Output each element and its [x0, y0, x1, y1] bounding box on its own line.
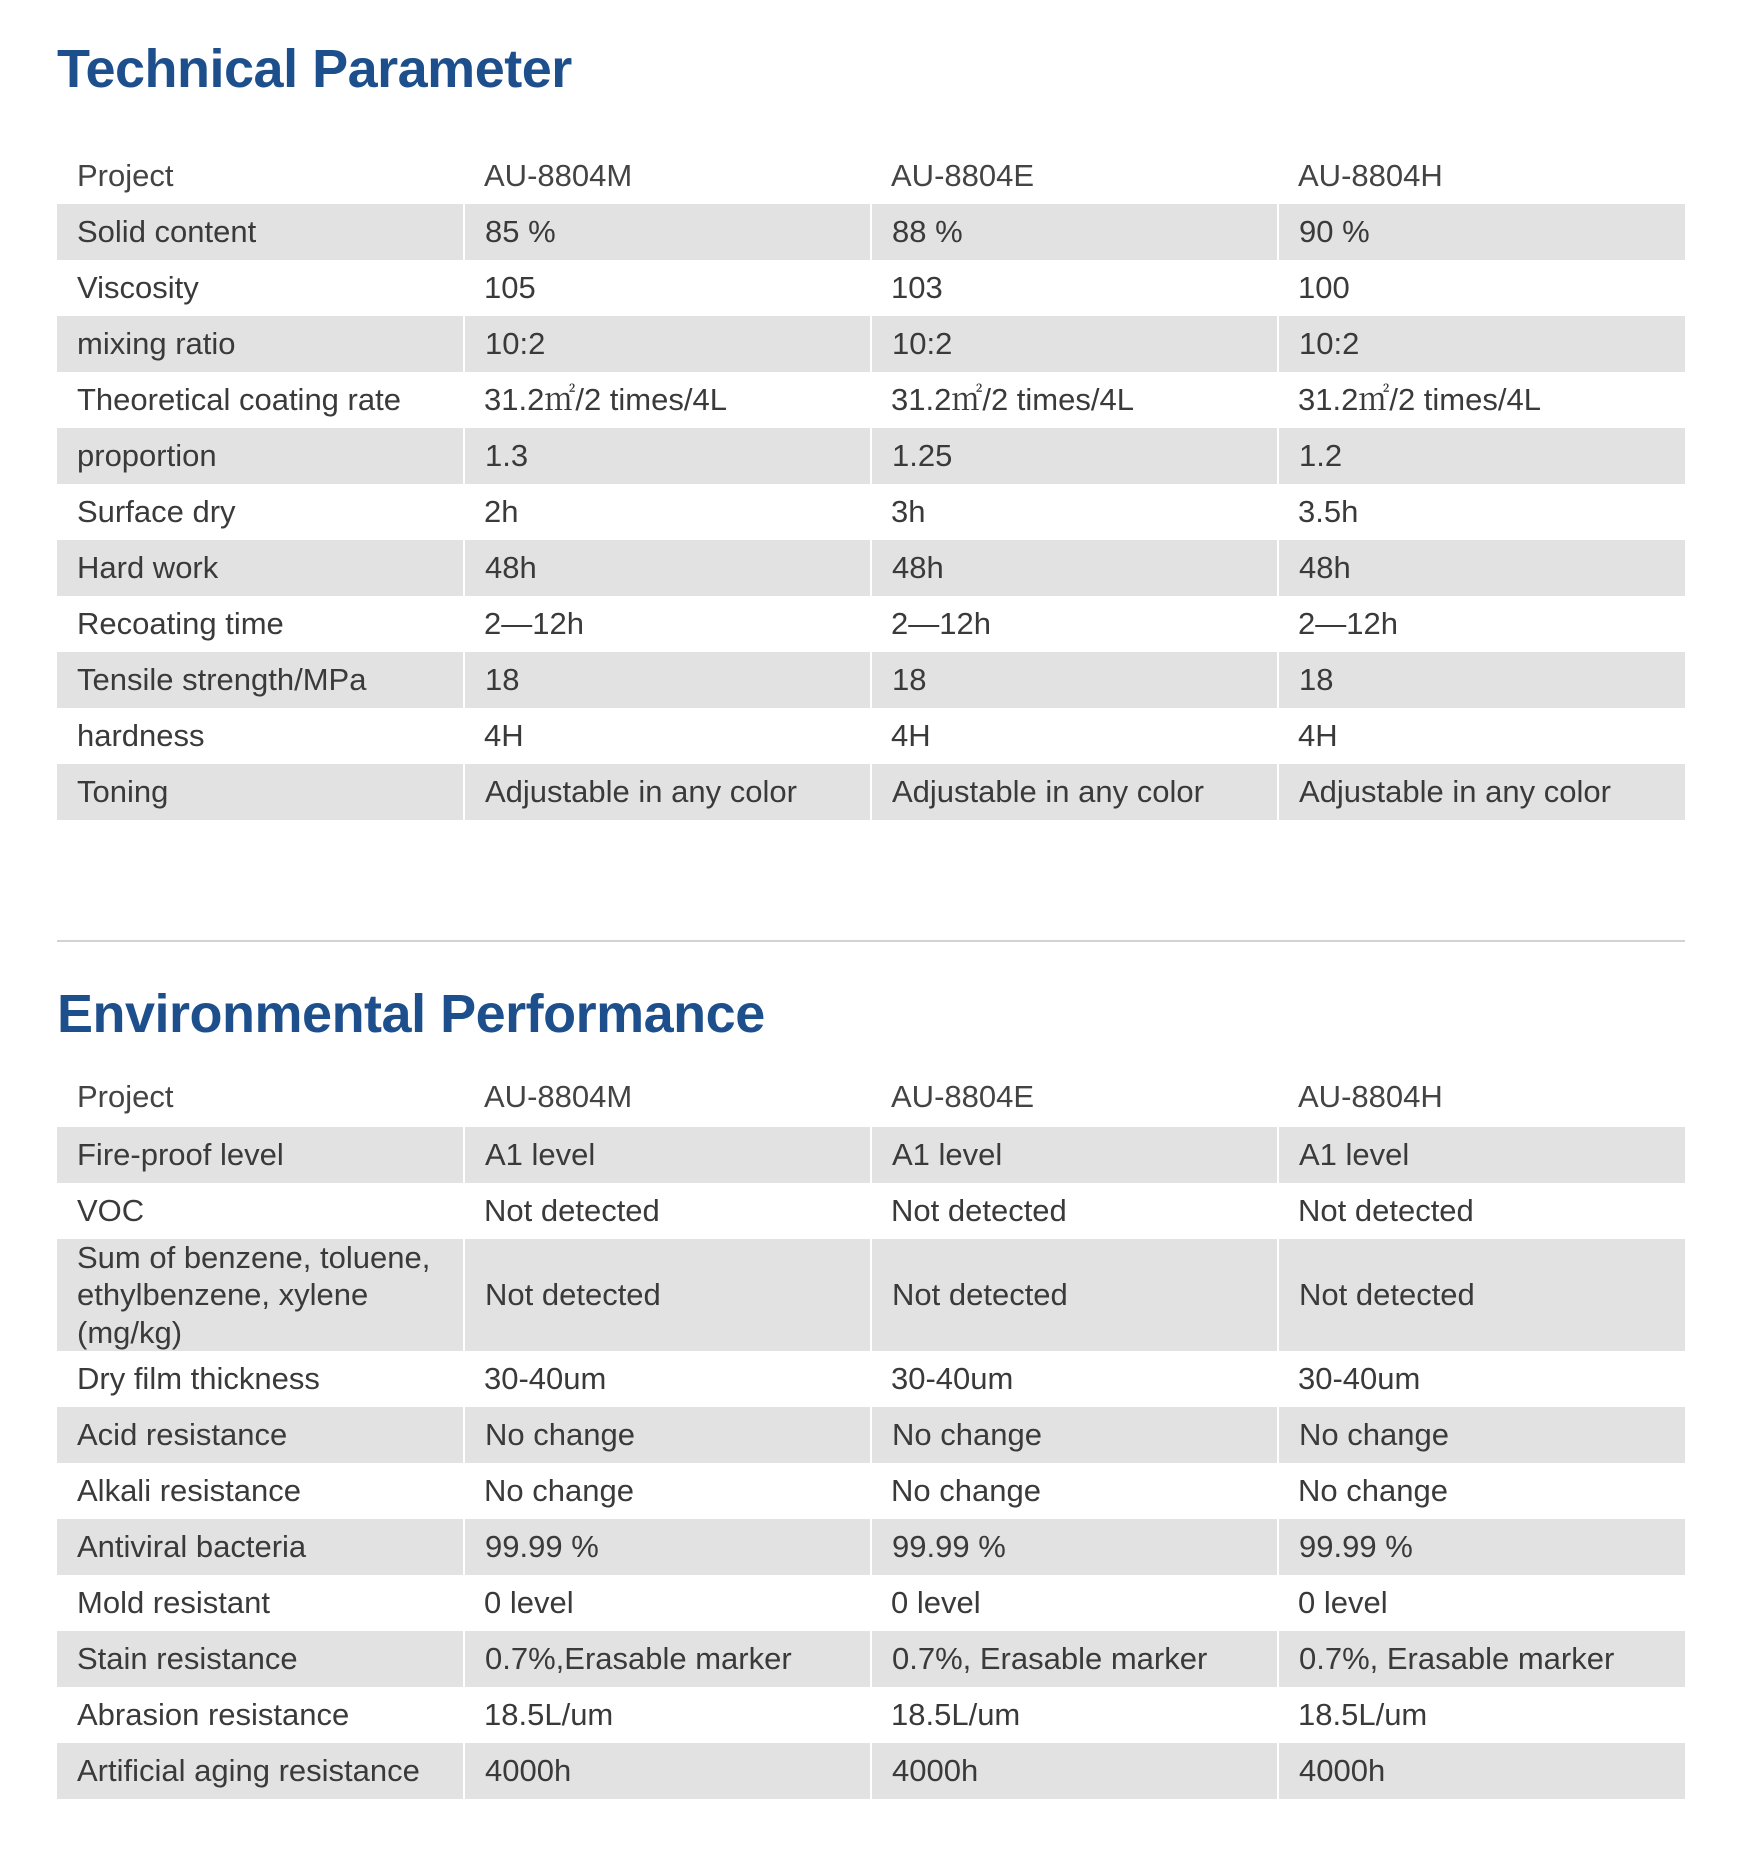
row-label: Alkali resistance: [77, 1473, 301, 1509]
table-cell: Adjustable in any color: [1278, 764, 1685, 820]
table-cell: 88 %: [871, 204, 1278, 260]
table-cell: 1.3: [464, 428, 871, 484]
table-cell: 105: [484, 270, 536, 306]
table-cell: Not detected: [871, 1239, 1278, 1351]
table-row: [57, 1351, 1685, 1407]
table-cell: 4H: [484, 718, 524, 754]
table-cell: Not detected: [1298, 1193, 1474, 1229]
table-cell: 10:2: [464, 316, 871, 372]
table-row: [57, 540, 1685, 596]
table-cell: 103: [891, 270, 943, 306]
row-label: Recoating time: [77, 606, 284, 642]
table-cell: 0.7%, Erasable marker: [1278, 1631, 1685, 1687]
table-row: [57, 1239, 1685, 1351]
environmental-performance-table: [57, 1067, 1685, 1799]
table-cell: 4H: [891, 718, 931, 754]
header-cell-project: Project: [77, 158, 174, 194]
table-cell: No change: [871, 1407, 1278, 1463]
row-label: VOC: [77, 1193, 145, 1229]
table-cell: 31.2㎡/2 times/4L: [484, 382, 727, 418]
table-row: [57, 372, 1685, 428]
row-label: Toning: [57, 764, 464, 820]
table-cell: 90 %: [1278, 204, 1685, 260]
header-cell-au-8804e: AU-8804E: [891, 158, 1035, 194]
table-row: [57, 652, 1685, 708]
table-cell: Not detected: [464, 1239, 871, 1351]
table-cell: 0.7%, Erasable marker: [871, 1631, 1278, 1687]
table-cell: No change: [464, 1407, 871, 1463]
table-cell: 48h: [464, 540, 871, 596]
table-cell: 4000h: [1278, 1743, 1685, 1799]
row-label: Hard work: [57, 540, 464, 596]
table-cell: 1.2: [1278, 428, 1685, 484]
row-label: Abrasion resistance: [77, 1697, 350, 1733]
table-header-row: [57, 1067, 1685, 1127]
row-label: Sum of benzene, toluene, ethylbenzene, xylene (mg/kg): [57, 1239, 464, 1351]
header-cell-au-8804m: AU-8804M: [484, 158, 633, 194]
table-cell: 99.99 %: [464, 1519, 871, 1575]
table-row: [57, 1631, 1685, 1687]
table-row: [57, 1575, 1685, 1631]
table-cell: 99.99 %: [1278, 1519, 1685, 1575]
table-cell: Not detected: [1278, 1239, 1685, 1351]
table-row: [57, 1407, 1685, 1463]
table-cell: No change: [1298, 1473, 1448, 1509]
table-cell: 2h: [484, 494, 519, 530]
table-header-row: [57, 148, 1685, 204]
table-cell: No change: [891, 1473, 1041, 1509]
table-cell: 2—12h: [1298, 606, 1398, 642]
header-cell-au-8804h: AU-8804H: [1298, 158, 1443, 194]
table-cell: 30-40um: [484, 1361, 607, 1397]
table-cell: A1 level: [871, 1127, 1278, 1183]
header-cell-au-8804e: AU-8804E: [891, 1079, 1035, 1115]
row-label: Stain resistance: [57, 1631, 464, 1687]
table-cell: Adjustable in any color: [871, 764, 1278, 820]
table-cell: A1 level: [464, 1127, 871, 1183]
table-row: [57, 1687, 1685, 1743]
table-row: [57, 1743, 1685, 1799]
table-row: [57, 316, 1685, 372]
row-label: hardness: [77, 718, 205, 754]
table-row: [57, 428, 1685, 484]
header-cell-project: Project: [77, 1079, 174, 1115]
table-cell: Adjustable in any color: [464, 764, 871, 820]
row-label: mixing ratio: [57, 316, 464, 372]
table-cell: 18: [1278, 652, 1685, 708]
table-cell: 100: [1298, 270, 1350, 306]
table-row: [57, 708, 1685, 764]
row-label: Viscosity: [77, 270, 199, 306]
table-cell: 0.7%,Erasable marker: [464, 1631, 871, 1687]
table-row: [57, 260, 1685, 316]
table-cell: 30-40um: [891, 1361, 1014, 1397]
row-label: Artificial aging resistance: [57, 1743, 464, 1799]
table-cell: 0 level: [484, 1585, 574, 1621]
row-label: Surface dry: [77, 494, 236, 530]
table-row: [57, 764, 1685, 820]
table-row: [57, 596, 1685, 652]
row-label: Antiviral bacteria: [57, 1519, 464, 1575]
row-label: proportion: [57, 428, 464, 484]
table-cell: 1.25: [871, 428, 1278, 484]
table-cell: 2—12h: [891, 606, 991, 642]
environmental-performance-title: Environmental Performance: [57, 984, 765, 1044]
header-cell-au-8804m: AU-8804M: [484, 1079, 633, 1115]
table-cell: 0 level: [891, 1585, 981, 1621]
table-cell: 0 level: [1298, 1585, 1388, 1621]
table-cell: No change: [484, 1473, 634, 1509]
table-cell: 99.99 %: [871, 1519, 1278, 1575]
table-cell: Not detected: [891, 1193, 1067, 1229]
table-row: [57, 204, 1685, 260]
table-cell: 10:2: [1278, 316, 1685, 372]
table-row: [57, 1127, 1685, 1183]
header-cell-au-8804h: AU-8804H: [1298, 1079, 1443, 1115]
technical-parameter-table: [57, 148, 1685, 820]
row-label: Acid resistance: [57, 1407, 464, 1463]
row-label: Mold resistant: [77, 1585, 270, 1621]
table-cell: 4H: [1298, 718, 1338, 754]
table-cell: 31.2㎡/2 times/4L: [891, 382, 1134, 418]
table-cell: 18.5L/um: [891, 1697, 1021, 1733]
table-row: [57, 484, 1685, 540]
table-cell: A1 level: [1278, 1127, 1685, 1183]
table-cell: 10:2: [871, 316, 1278, 372]
table-cell: 48h: [871, 540, 1278, 596]
table-cell: 85 %: [464, 204, 871, 260]
table-row: [57, 1519, 1685, 1575]
table-cell: Not detected: [484, 1193, 660, 1229]
table-cell: 48h: [1278, 540, 1685, 596]
row-label: Tensile strength/MPa: [57, 652, 464, 708]
section-divider: [57, 940, 1685, 942]
table-cell: 4000h: [464, 1743, 871, 1799]
table-cell: 2—12h: [484, 606, 584, 642]
table-cell: 4000h: [871, 1743, 1278, 1799]
table-cell: 30-40um: [1298, 1361, 1421, 1397]
table-cell: 18.5L/um: [484, 1697, 614, 1733]
row-label: Theoretical coating rate: [77, 382, 401, 418]
table-row: [57, 1463, 1685, 1519]
table-cell: 18: [464, 652, 871, 708]
table-cell: 3.5h: [1298, 494, 1359, 530]
row-label: Solid content: [57, 204, 464, 260]
row-label: Fire-proof level: [57, 1127, 464, 1183]
table-cell: 3h: [891, 494, 926, 530]
table-cell: 18: [871, 652, 1278, 708]
technical-parameter-title: Technical Parameter: [57, 39, 572, 99]
row-label: Dry film thickness: [77, 1361, 320, 1397]
table-cell: 18.5L/um: [1298, 1697, 1428, 1733]
table-row: [57, 1183, 1685, 1239]
table-cell: 31.2㎡/2 times/4L: [1298, 382, 1541, 418]
table-cell: No change: [1278, 1407, 1685, 1463]
